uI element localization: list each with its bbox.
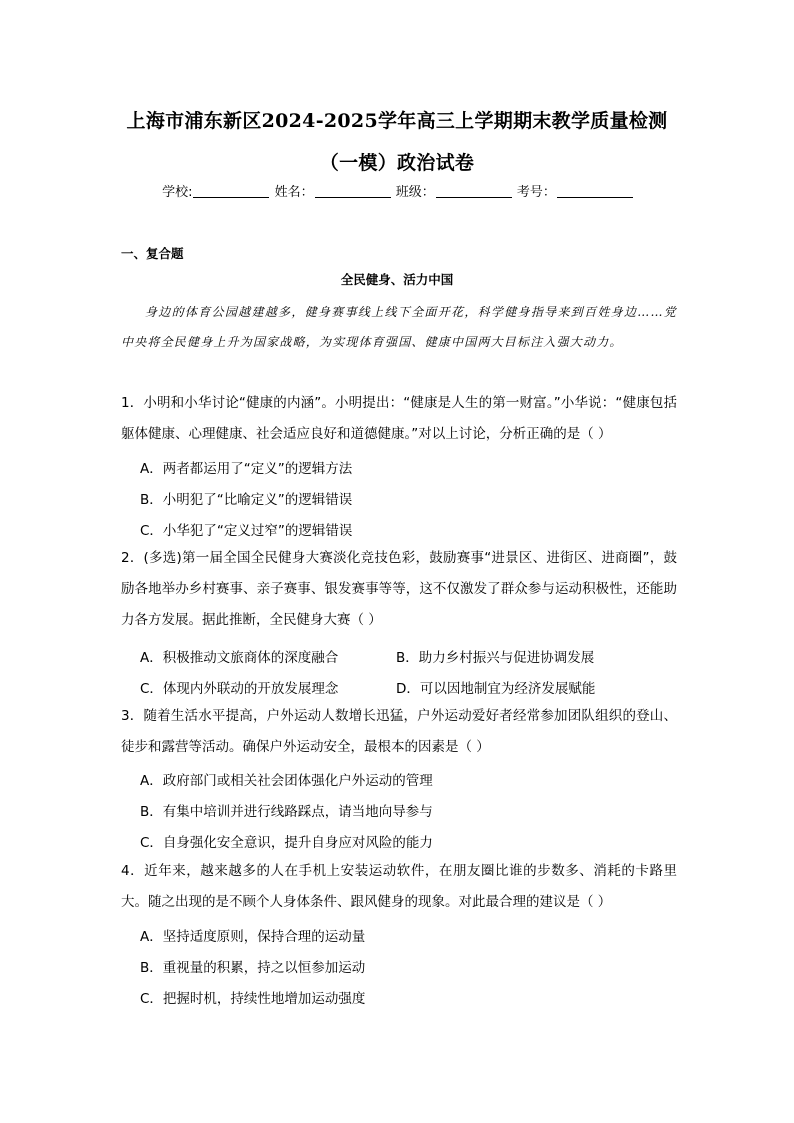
question-2-option-d: D．可以因地制宜为经济发展赋能 [396,681,596,697]
question-1-option-b: B．小明犯了“比喻定义”的逻辑错误 [140,492,353,508]
exam-title-line1: 上海市浦东新区2024-2025学年高三上学期期末教学质量检测 [126,110,668,132]
class-blank [436,185,512,198]
question-4-option-c: C．把握时机，持续性地增加运动强度 [140,991,366,1007]
exam-number-label: 考号： [516,185,556,200]
question-4-option-a: A．坚持适度原则，保持合理的运动量 [140,929,366,945]
question-3-option-b: B．有集中培训并进行线路踩点，请当地向导参与 [140,804,433,820]
section-heading: 一、复合题 [121,246,184,261]
school-blank [193,185,269,198]
question-3-option-c: C．自身强化安全意识，提升自身应对风险的能力 [140,835,433,851]
passage-text: 身边的体育公园越建越多，健身赛事线上线下全面开花，科学健身指导来到百姓身边……党中央将全民健身上升为国家战略，为实现体育强国、健康中国两大目标注入强大动力。 [121,305,677,349]
question-4-option-b: B．重视量的积累，持之以恒参加运动 [140,960,366,976]
question-3-stem: 3．随着生活水平提高，户外运动人数增长迅猛，户外运动爱好者经常参加团队组织的登山、徒步和露营等活动。确保户外运动安全，最根本的因素是（ ） [121,708,677,755]
school-label: 学校: [162,185,193,200]
exam-title-line2: （一模）政治试卷 [319,152,475,174]
name-label: 姓名： [274,185,314,200]
class-label: 班级： [395,185,435,200]
question-2-stem: 2．(多选)第一届全国全民健身大赛淡化竞技色彩，鼓励赛事“进景区、进街区、进商圈”，鼓励各地举办乡村赛事、亲子赛事、银发赛事等等，这不仅激发了群众参与运动积极性，还能助力各方发展。据此推断，全民健身大赛（ ） [121,550,677,628]
passage-title: 全民健身、活力中国 [340,272,454,287]
question-1-option-a: A．两者都运用了“定义”的逻辑方法 [140,461,353,477]
question-2-option-c: C．体现内外联动的开放发展理念 [140,681,339,697]
question-2-option-a: A．积极推动文旅商体的深度融合 [140,650,339,666]
student-info-line [0,181,794,200]
question-3-option-a: A．政府部门或相关社会团体强化户外运动的管理 [140,773,433,789]
question-1-stem: 1．小明和小华讨论“健康的内涵”。小明提出：“健康是人生的第一财富。”小华说：“健康包括躯体健康、心理健康、社会适应良好和道德健康。”对以上讨论，分析正确的是（ ） [121,395,677,442]
name-blank [315,185,391,198]
question-2-option-b: B．助力乡村振兴与促进协调发展 [396,650,595,666]
question-4-stem: 4．近年来，越来越多的人在手机上安装运动软件，在朋友圈比谁的步数多、消耗的卡路里大。随之出现的是不顾个人身体条件、跟风健身的现象。对此最合理的建议是（ ） [121,863,677,910]
exam-number-blank [557,185,633,198]
question-1-option-c: C．小华犯了“定义过窄”的逻辑错误 [140,523,353,539]
